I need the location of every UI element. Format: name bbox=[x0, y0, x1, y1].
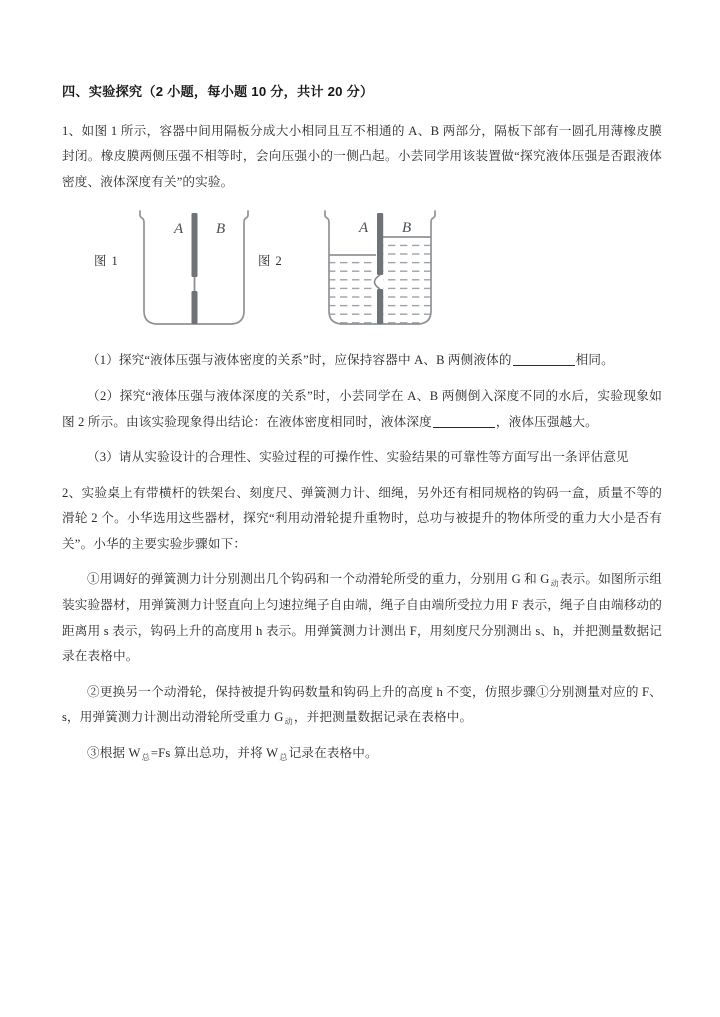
question-1-sub-3 bbox=[62, 445, 662, 471]
vessel-2-drawing bbox=[316, 207, 444, 333]
question-2-step-2-text-a: ②更换另一个动滑轮，保持被提升钩码数量和钩码上升的高度 h 不变，仿照步骤①分别测量对应的 F、s，用弹簧测力计测出动滑轮所受重力 G bbox=[62, 684, 662, 725]
question-1-sub-2-text-a: （2）探究“液体压强与液体深度的关系”时，小芸同学在 A、B 两侧倒入深度不同的水后，实验现象如图 2 所示。由该实验现象得出结论：在液体密度相同时，液体深度 bbox=[62, 389, 662, 429]
question-1-sub-1-text-b: 相同。 bbox=[575, 353, 614, 368]
vessel-2-divider-upper bbox=[377, 213, 383, 275]
vessel-1-label-B: B bbox=[216, 221, 226, 238]
vessel-1-divider-lower bbox=[192, 291, 198, 324]
vessel-1-divider-upper bbox=[192, 213, 198, 277]
question-2-step-3-text-b: =Fs 算出总功，并将 W bbox=[150, 745, 279, 760]
question-2-step-1 bbox=[62, 567, 662, 669]
question-2-step-2 bbox=[62, 680, 662, 731]
question-2-step-1-text-a: ①用调好的弹簧测力计分别测出几个钩码和一个动滑轮所受的重力，分别用 G 和 G bbox=[87, 572, 550, 587]
subscript-zong-2: 总 bbox=[279, 752, 288, 762]
answer-blank-2[interactable] bbox=[433, 427, 495, 428]
figure-group-1-and-2 bbox=[62, 205, 662, 340]
question-2-step-3-text-a: ③根据 W bbox=[87, 745, 141, 760]
vessel-figure-2 bbox=[316, 207, 444, 333]
subscript-dong-1: 动 bbox=[550, 579, 559, 589]
answer-blank-1[interactable] bbox=[513, 365, 575, 366]
subscript-dong-2: 动 bbox=[284, 717, 293, 727]
question-2-step-2-text-b: ，并把测量数据记录在表格中。 bbox=[293, 710, 473, 725]
question-2-step-3-text-c: 记录在表格中。 bbox=[288, 745, 378, 760]
figure-2-caption: 图 2 bbox=[258, 254, 283, 269]
question-1-sub-2 bbox=[62, 384, 662, 435]
question-1-sub-3-text: （3）请从实验设计的合理性、实验过程的可操作性、实验结果的可靠性等方面写出一条评估意见 bbox=[87, 450, 629, 465]
page-bottom-whitespace bbox=[62, 777, 662, 1007]
page-content bbox=[62, 82, 662, 1007]
question-1-sub-2-text-b: ，液体压强越大。 bbox=[495, 414, 598, 429]
question-2-stem: 2、实验桌上有带横杆的铁架台、刻度尺、弹簧测力计、细绳，另外还有相同规格的钩码一盒，质量不等的滑轮 2 个。小华选用这些器材，探究“利用动滑轮提升重物时，总功与被提升的物体所受的重力大小是否有关”。小华的主要实验步骤如下： bbox=[62, 485, 662, 551]
vessel-2-label-A: A bbox=[359, 220, 369, 237]
vessel-2-water-right bbox=[380, 235, 436, 327]
figure-1-caption: 图 1 bbox=[94, 254, 119, 269]
vessel-2-divider-lower bbox=[377, 289, 383, 324]
vessel-1-drawing bbox=[132, 207, 256, 333]
question-1-sub-1-text-a: （1）探究“液体压强与液体密度的关系”时，应保持容器中 A、B 两侧液体的 bbox=[87, 353, 512, 368]
vessel-1-membrane-flat bbox=[194, 277, 196, 291]
question-1-sub-1 bbox=[62, 348, 662, 374]
question-1-stem: 1、如图 1 所示，容器中间用隔板分成大小相同且互不相通的 A、B 两部分，隔板下部有一圆孔用薄橡皮膜封闭。橡皮膜两侧压强不相等时，会向压强小的一侧凸起。小芸同学用该装置做“探究液体压强是否跟液体密度、液体深度有关”的实验。 bbox=[62, 123, 662, 189]
vessel-2-water-left bbox=[326, 235, 382, 327]
section-title: 四、实验探究（2 小题，每小题 10 分，共计 20 分） bbox=[62, 84, 374, 99]
vessel-figure-1 bbox=[132, 207, 256, 333]
question-2-step-1-text-b: 表示。如图所示组装实验器材，用弹簧测力计竖直向上匀速拉绳子自由端，绳子自由端所受拉力用 F 表示，绳子自由端移动的距离用 s 表示，钩码上升的高度用 h 表示。用弹簧测力计测出 F，用刻度尺分别测出 s、h，并把测量数据记录在表格中。 bbox=[62, 572, 662, 664]
question-2-step-3 bbox=[62, 741, 662, 767]
vessel-1-label-A: A bbox=[174, 221, 184, 238]
subscript-zong-1: 总 bbox=[141, 752, 150, 762]
vessel-2-label-B: B bbox=[402, 220, 412, 237]
